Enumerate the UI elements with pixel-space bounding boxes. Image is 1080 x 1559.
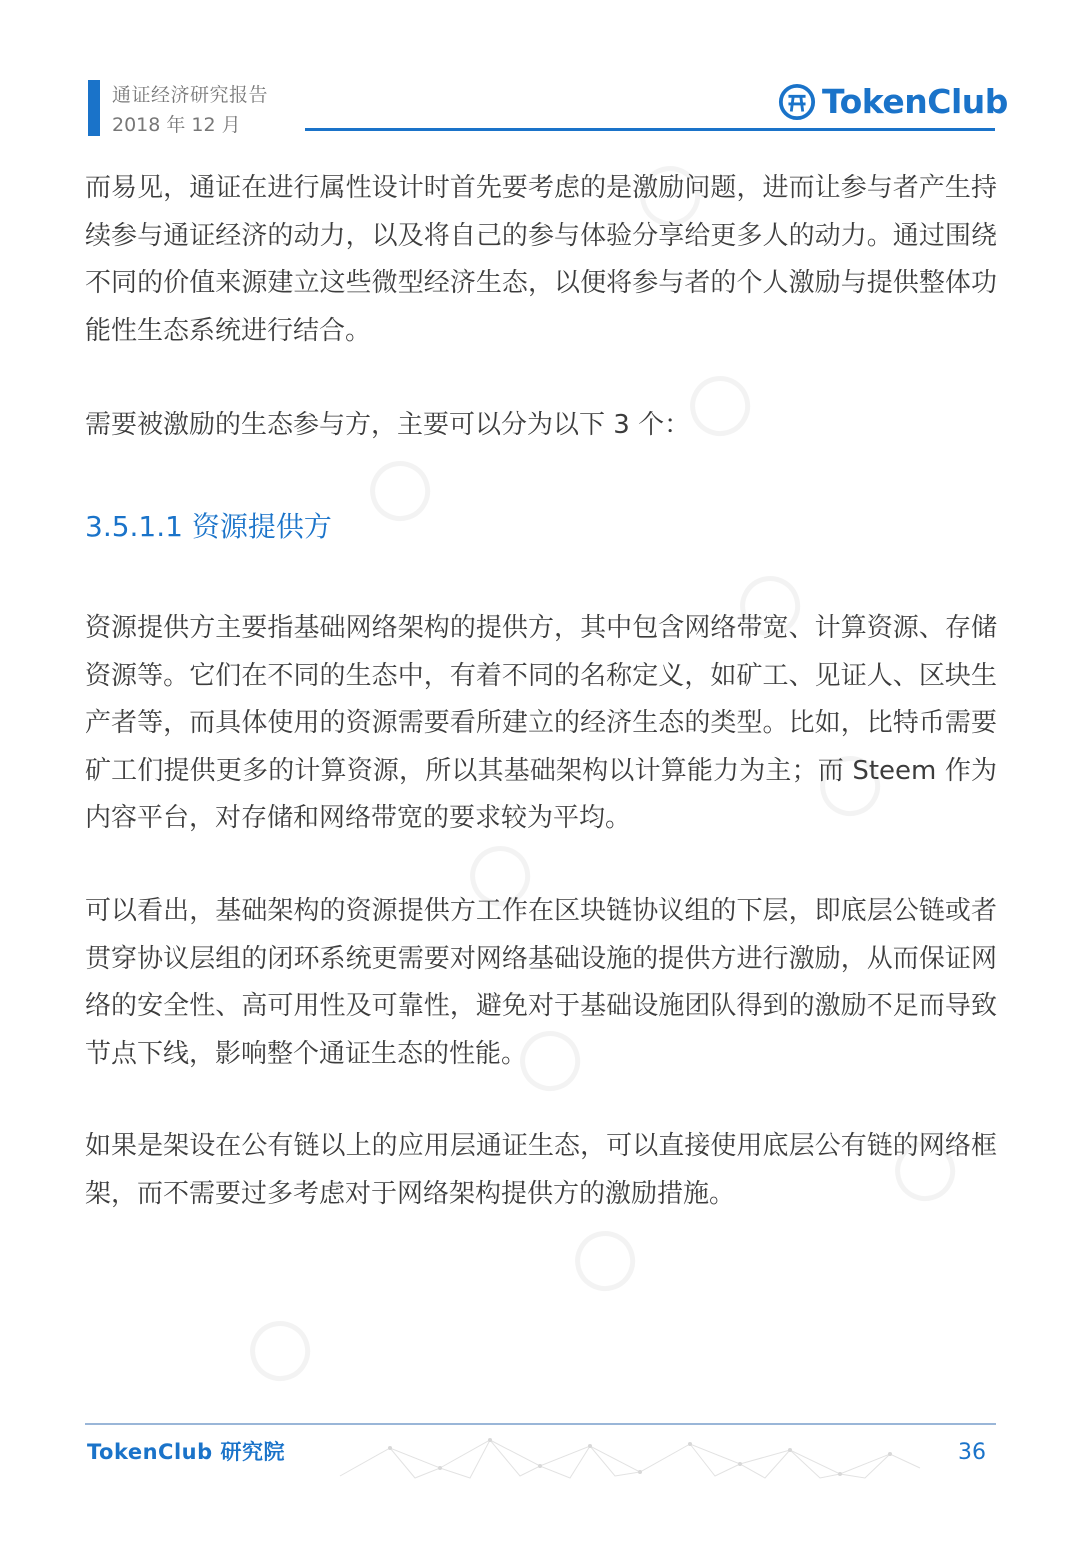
- page-number: 36: [958, 1440, 986, 1465]
- header-accent-bar: [88, 80, 100, 136]
- watermark: [243, 1312, 324, 1388]
- body-paragraph: 资源提供方主要指基础网络架构的提供方，其中包含网络带宽、计算资源、存储资源等。它们在不同的生态中，有着不同的名称定义，如矿工、见证人、区块生产者等，而具体使用的资源需要看所建立的经济生态的类型。比如，比特币需要矿工们提供更多的计算资源，所以其基础架构以计算能力为主；而 Steem 作为内容平台，对存储和网络带宽的要求较为平均。: [85, 613, 997, 833]
- watermark: [568, 1222, 649, 1298]
- body-paragraph: 如果是架设在公有链以上的应用层通证生态，可以直接使用底层公有链的网络框架，而不需要过多考虑对于网络架构提供方的激励措施。: [85, 1131, 997, 1209]
- logo-wordmark: TokenClub: [822, 82, 1008, 121]
- network-decoration-icon: [330, 1428, 930, 1483]
- section-heading: 3.5.1.1 资源提供方: [85, 510, 332, 543]
- watermark: [363, 452, 444, 528]
- header-divider: [305, 128, 995, 131]
- lead-in-sentence: 需要被激励的生态参与方，主要可以分为以下 3 个：: [85, 410, 691, 440]
- report-date: 2018 年 12 月: [112, 114, 241, 136]
- footer-divider: [85, 1423, 996, 1425]
- tokenclub-logo-icon: [778, 83, 816, 121]
- report-title: 通证经济研究报告: [112, 84, 269, 106]
- body-paragraph: 可以看出，基础架构的资源提供方工作在区块链协议组的下层，即底层公链或者贯穿协议层组的闭环系统更需要对网络基础设施的提供方进行激励，从而保证网络的安全性、高可用性及可靠性，避免对于基础设施团队得到的激励不足而导致节点下线，影响整个通证生态的性能。: [85, 896, 997, 1069]
- tokenclub-logo: [778, 82, 1008, 121]
- intro-paragraph: 而易见，通证在进行属性设计时首先要考虑的是激励问题，进而让参与者产生持续参与通证经济的动力，以及将自己的参与体验分享给更多人的动力。通过围绕不同的价值来源建立这些微型经济生态，以便将参与者的个人激励与提供整体功能性生态系统进行结合。: [85, 173, 997, 346]
- footer-brand: TokenClub 研究院: [87, 1440, 285, 1464]
